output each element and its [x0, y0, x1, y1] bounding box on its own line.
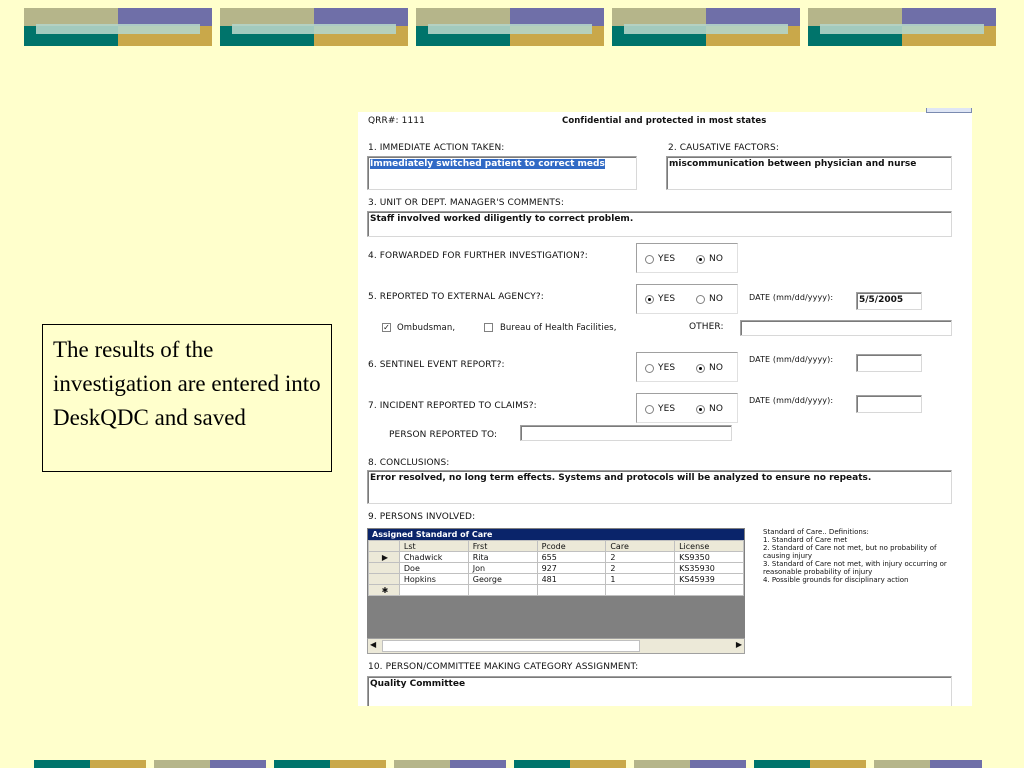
confidential-notice: Confidential and protected in most states [562, 116, 767, 126]
definition-item: 2. Standard of Care not met, but no probability of causing injury [763, 544, 937, 560]
grid-caption: Assigned Standard of Care [368, 529, 744, 540]
cell-pcode[interactable]: 481 [537, 574, 606, 585]
q4-yes-label: YES [658, 254, 676, 264]
cell-lst[interactable]: Chadwick [399, 552, 468, 563]
q4-label: 4. FORWARDED FOR FURTHER INVESTIGATION?: [368, 251, 588, 261]
q6-yes-radio[interactable] [645, 364, 654, 373]
q5-no-label: NO [709, 294, 724, 304]
ombudsman-label: Ombudsman, [397, 323, 456, 333]
grid-table [368, 540, 744, 596]
cell-care[interactable]: 1 [606, 574, 675, 585]
table-row[interactable] [369, 574, 744, 585]
top-decoration-3 [416, 8, 604, 46]
q6-date-field[interactable] [856, 354, 922, 372]
other-label: OTHER: [689, 322, 724, 332]
person-reported-label: PERSON REPORTED TO: [389, 430, 498, 440]
new-row-marker[interactable]: ✱ [369, 585, 400, 596]
cell-license[interactable]: KS9350 [675, 552, 744, 563]
cell-empty[interactable] [675, 585, 744, 596]
cell-lst[interactable]: Hopkins [399, 574, 468, 585]
q1-immediate-action-field[interactable] [367, 156, 637, 190]
q6-no-radio[interactable] [696, 364, 705, 373]
cell-frst[interactable]: Rita [468, 552, 537, 563]
q7-date-field[interactable] [856, 395, 922, 413]
q6-no-label: NO [709, 363, 724, 373]
q6-yes-label: YES [658, 363, 676, 373]
q7-yes-radio[interactable] [645, 405, 654, 414]
grid-header-row [369, 541, 744, 552]
cell-license[interactable]: KS35930 [675, 563, 744, 574]
definition-item: 4. Possible grounds for disciplinary action [763, 576, 909, 584]
col-header-care[interactable]: Care [606, 541, 675, 552]
row-selector-current[interactable]: ▶ [369, 552, 400, 563]
q5-label: 5. REPORTED TO EXTERNAL AGENCY?: [368, 292, 544, 302]
callout-text: The results of the investigation are entered into DeskQDC and saved [53, 337, 321, 430]
grid-horizontal-scrollbar[interactable] [367, 638, 745, 654]
qrr-number: QRR#: 1111 [368, 116, 425, 126]
top-decoration-1 [24, 8, 212, 46]
top-decoration-4 [612, 8, 800, 46]
bureau-label: Bureau of Health Facilities, [500, 323, 617, 333]
q7-yes-label: YES [658, 404, 676, 414]
cell-care[interactable]: 2 [606, 552, 675, 563]
q3-manager-comments-field[interactable]: Staff involved worked diligently to correct problem. [367, 211, 952, 237]
cell-empty[interactable] [537, 585, 606, 596]
top-decoration-2 [220, 8, 408, 46]
cell-empty[interactable] [606, 585, 675, 596]
definitions-title: Standard of Care.. Definitions: [763, 528, 869, 536]
q2-label: 2. CAUSATIVE FACTORS: [668, 143, 779, 153]
q5-radio-group [636, 284, 738, 314]
cell-empty[interactable] [468, 585, 537, 596]
standard-of-care-definitions [763, 528, 963, 584]
cell-lst[interactable]: Doe [399, 563, 468, 574]
callout-box [42, 324, 332, 472]
q6-date-label: DATE (mm/dd/yyyy): [749, 355, 834, 364]
q7-no-label: NO [709, 404, 724, 414]
cell-license[interactable]: KS45939 [675, 574, 744, 585]
q9-label: 9. PERSONS INVOLVED: [368, 512, 476, 522]
q10-committee-field[interactable]: Quality Committee [367, 676, 952, 706]
col-header-pcode[interactable]: Pcode [537, 541, 606, 552]
q5-no-radio[interactable] [696, 295, 705, 304]
cell-empty[interactable] [399, 585, 468, 596]
cell-pcode[interactable]: 927 [537, 563, 606, 574]
q6-label: 6. SENTINEL EVENT REPORT?: [368, 360, 505, 370]
table-row[interactable] [369, 552, 744, 563]
q5-yes-radio[interactable] [645, 295, 654, 304]
definition-item: 3. Standard of Care not met, with injury occurring or reasonable probability of injury [763, 560, 947, 576]
window-title-strip [358, 108, 972, 112]
col-header-lst[interactable]: Lst [399, 541, 468, 552]
persons-involved-grid [367, 528, 745, 654]
row-selector[interactable] [369, 574, 400, 585]
q7-label: 7. INCIDENT REPORTED TO CLAIMS?: [368, 401, 537, 411]
q4-no-label: NO [709, 254, 724, 264]
q3-label: 3. UNIT OR DEPT. MANAGER'S COMMENTS: [368, 198, 564, 208]
q2-causative-factors-field[interactable]: miscommunication between physician and nurse [666, 156, 952, 190]
person-reported-field[interactable] [520, 425, 732, 441]
cell-frst[interactable]: George [468, 574, 537, 585]
scrollbar-thumb[interactable] [382, 640, 640, 652]
deskqdc-form-window [358, 108, 972, 706]
scroll-right-arrow-icon[interactable]: ▶ [735, 640, 742, 649]
q8-label: 8. CONCLUSIONS: [368, 458, 450, 468]
q10-label: 10. PERSON/COMMITTEE MAKING CATEGORY ASSIGNMENT: [368, 662, 639, 672]
grid-corner-cell [369, 541, 400, 552]
top-decoration-5 [808, 8, 996, 46]
cell-frst[interactable]: Jon [468, 563, 537, 574]
bureau-checkbox[interactable] [484, 323, 493, 332]
q7-radio-group [636, 393, 738, 423]
table-row[interactable] [369, 563, 744, 574]
q6-radio-group [636, 352, 738, 382]
q4-yes-radio[interactable] [645, 255, 654, 264]
definition-item: 1. Standard of Care met [763, 536, 848, 544]
q7-no-radio[interactable] [696, 405, 705, 414]
col-header-frst[interactable]: Frst [468, 541, 537, 552]
q1-selected-text: Immediately switched patient to correct meds [370, 159, 605, 169]
q4-radio-group [636, 243, 738, 273]
col-header-license[interactable]: License [675, 541, 744, 552]
q5-date-label: DATE (mm/dd/yyyy): [749, 293, 834, 302]
window-control-buttons[interactable] [926, 108, 972, 113]
q5-yes-label: YES [658, 294, 676, 304]
row-selector[interactable] [369, 563, 400, 574]
q1-label: 1. IMMEDIATE ACTION TAKEN: [368, 143, 505, 153]
bottom-decoration [34, 760, 982, 768]
other-agency-field[interactable] [740, 320, 952, 336]
q8-conclusions-field[interactable]: Error resolved, no long term effects. Systems and protocols will be analyzed to ensure no repeats. [367, 470, 952, 504]
q7-date-label: DATE (mm/dd/yyyy): [749, 396, 834, 405]
new-row[interactable] [369, 585, 744, 596]
cell-care[interactable]: 2 [606, 563, 675, 574]
ombudsman-checkbox[interactable]: ✓ [383, 323, 390, 332]
q4-no-radio[interactable] [696, 255, 705, 264]
q5-date-field[interactable]: 5/5/2005 [856, 292, 922, 310]
cell-pcode[interactable]: 655 [537, 552, 606, 563]
scroll-left-arrow-icon[interactable]: ◀ [370, 640, 377, 649]
